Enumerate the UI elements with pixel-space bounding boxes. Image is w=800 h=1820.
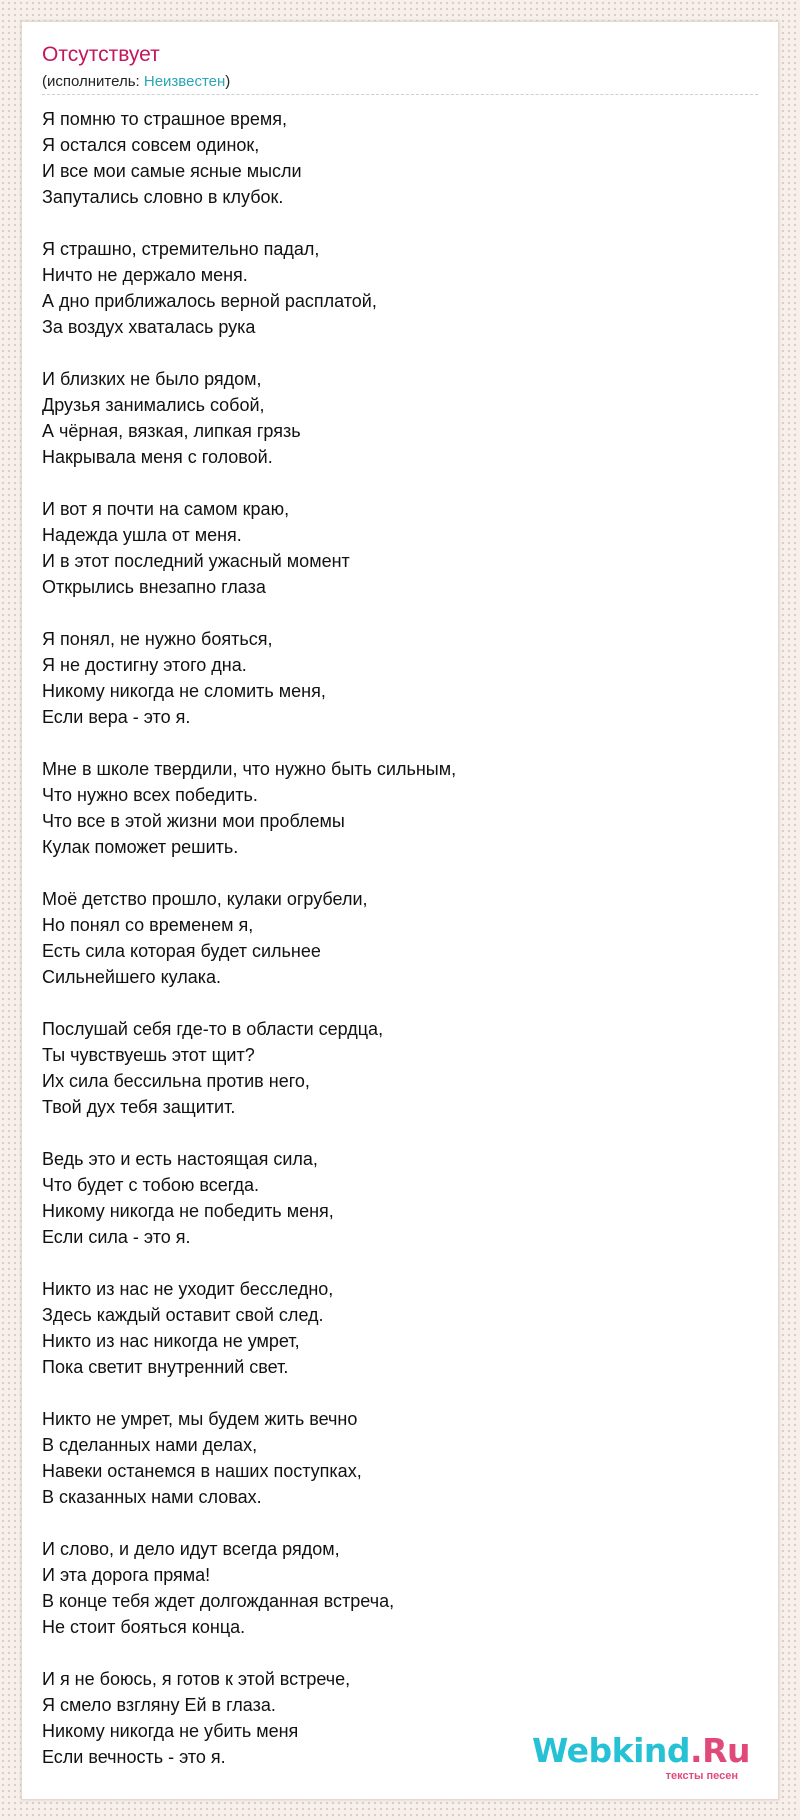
lyrics-stanza	[42, 1536, 742, 1640]
lyrics-line: Послушай себя где-то в области сердца,	[42, 1019, 384, 1039]
lyrics-stanza	[42, 236, 742, 340]
lyrics-body	[42, 106, 742, 1796]
lyrics-line: Что нужно всех победить.	[42, 785, 258, 805]
lyrics-line: Я не достигну этого дна.	[42, 655, 247, 675]
lyrics-stanza	[42, 626, 742, 730]
lyrics-stanza	[42, 756, 742, 860]
lyrics-line: И близких не было рядом,	[42, 369, 262, 389]
lyrics-line: Есть сила которая будет сильнее	[42, 941, 321, 961]
lyrics-stanza	[42, 366, 742, 470]
lyrics-line: Ничто не держало меня.	[42, 265, 248, 285]
lyrics-stanza	[42, 1276, 742, 1380]
lyrics-line: И эта дорога пряма!	[42, 1565, 211, 1585]
lyrics-line: Я страшно, стремительно падал,	[42, 239, 320, 259]
lyrics-line: Я помню то страшное время,	[42, 109, 288, 129]
lyrics-line: Не стоит бояться конца.	[42, 1617, 246, 1637]
lyrics-line: Сильнейшего кулака.	[42, 967, 222, 987]
lyrics-line: А чёрная, вязкая, липкая грязь	[42, 421, 301, 441]
lyrics-line: За воздух хваталась рука	[42, 317, 256, 337]
lyrics-line: И слово, и дело идут всегда рядом,	[42, 1539, 340, 1559]
logo-tld: .Ru	[690, 1731, 750, 1770]
lyrics-line: Друзья занимались собой,	[42, 395, 265, 415]
lyrics-line: Моё детство прошло, кулаки огрубели,	[42, 889, 368, 909]
performer-link[interactable]: Неизвестен	[143, 73, 226, 90]
lyrics-card	[21, 21, 779, 1800]
lyrics-line: Мне в школе твердили, что нужно быть сильным,	[42, 759, 457, 779]
lyrics-line: Твой дух тебя защитит.	[42, 1097, 236, 1117]
lyrics-line: Ведь это и есть настоящая сила,	[42, 1149, 318, 1169]
lyrics-line: Я понял, не нужно бояться,	[42, 629, 273, 649]
site-logo[interactable]	[531, 1731, 750, 1783]
lyrics-line: И я не боюсь, я готов к этой встрече,	[42, 1669, 351, 1689]
performer-suffix: )	[225, 73, 231, 90]
song-title: Отсутствует	[42, 43, 160, 66]
lyrics-stanza	[42, 886, 742, 990]
lyrics-line: А дно приближалось верной расплатой,	[42, 291, 377, 311]
lyrics-line: Никто не умрет, мы будем жить вечно	[42, 1409, 358, 1429]
lyrics-line: Никому никогда не убить меня	[42, 1721, 299, 1741]
lyrics-stanza	[42, 1146, 742, 1250]
lyrics-line: В сделанных нами делах,	[42, 1435, 258, 1455]
lyrics-line: Их сила бессильна против него,	[42, 1071, 310, 1091]
lyrics-line: Никому никогда не победить меня,	[42, 1201, 334, 1221]
lyrics-line: Здесь каждый оставит свой след.	[42, 1305, 324, 1325]
lyrics-line: Открылись внезапно глаза	[42, 577, 266, 597]
lyrics-stanza	[42, 496, 742, 600]
lyrics-line: Я смело взгляну Ей в глаза.	[42, 1695, 276, 1715]
lyrics-line: Ты чувствуешь этот щит?	[42, 1045, 255, 1065]
lyrics-line: И в этот последний ужасный момент	[42, 551, 350, 571]
lyrics-line: Никто из нас никогда не умрет,	[42, 1331, 300, 1351]
lyrics-line: Я остался совсем одинок,	[42, 135, 260, 155]
logo-wordmark	[532, 1731, 750, 1771]
performer-line	[42, 72, 230, 92]
lyrics-line: Надежда ушла от меня.	[42, 525, 242, 545]
lyrics-line: Но понял со временем я,	[42, 915, 254, 935]
lyrics-line: Накрывала меня с головой.	[42, 447, 273, 467]
lyrics-line: Что все в этой жизни мои проблемы	[42, 811, 345, 831]
logo-tagline: тексты песен	[665, 1770, 738, 1782]
lyrics-line: Запутались словно в клубок.	[42, 187, 284, 207]
lyrics-stanza	[42, 1406, 742, 1510]
lyrics-line: Если вера - это я.	[42, 707, 191, 727]
lyrics-line: Никто из нас не уходит бесследно,	[42, 1279, 334, 1299]
logo-brand: Webkind	[531, 1731, 691, 1770]
lyrics-line: Если сила - это я.	[42, 1227, 191, 1247]
lyrics-line: Навеки останемся в наших поступках,	[42, 1461, 362, 1481]
lyrics-line: Никому никогда не сломить меня,	[42, 681, 326, 701]
lyrics-line: Пока светит внутренний свет.	[42, 1357, 289, 1377]
lyrics-stanza	[42, 1016, 742, 1120]
lyrics-line: Если вечность - это я.	[42, 1747, 226, 1767]
lyrics-line: И все мои самые ясные мысли	[42, 161, 302, 181]
lyrics-line: Кулак поможет решить.	[42, 837, 239, 857]
lyrics-line: Что будет с тобою всегда.	[42, 1175, 260, 1195]
lyrics-line: И вот я почти на самом краю,	[42, 499, 290, 519]
lyrics-line: В сказанных нами словах.	[42, 1487, 262, 1507]
lyrics-line: В конце тебя ждет долгожданная встреча,	[42, 1591, 395, 1611]
title-divider	[42, 94, 758, 95]
lyrics-stanza	[42, 106, 742, 210]
performer-prefix: (исполнитель:	[42, 73, 144, 90]
